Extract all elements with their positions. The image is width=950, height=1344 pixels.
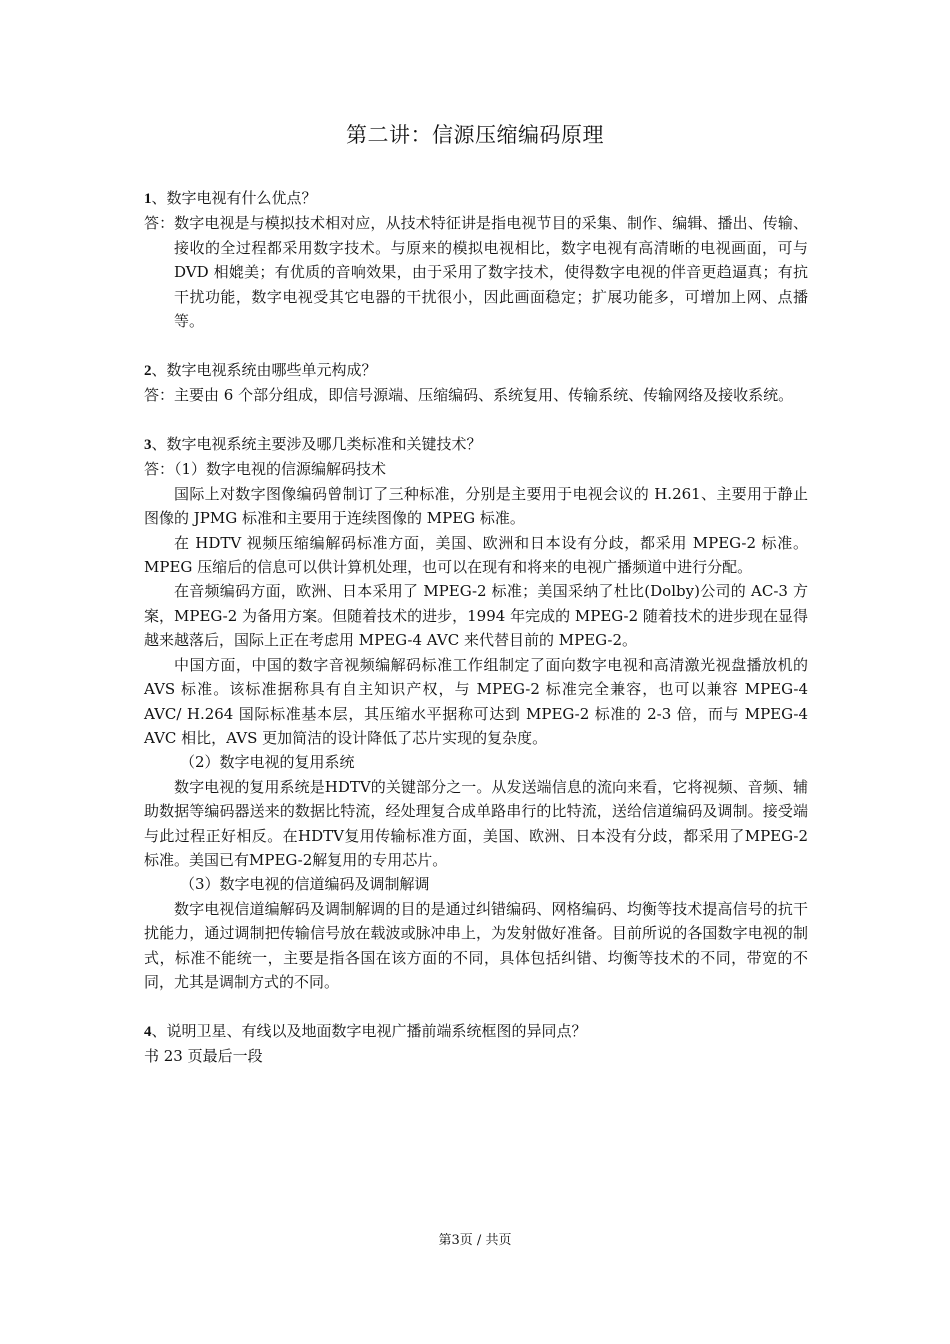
document-title: 第二讲：信源压缩编码原理 xyxy=(346,123,604,147)
question-number: 3 xyxy=(144,437,152,454)
spacer xyxy=(144,994,808,1018)
spacer xyxy=(144,408,808,432)
answer-1: 答：数字电视是与模拟技术相对应，从技术特征讲是指电视节目的采集、制作、编辑、播出、传输、接收的全过程都采用数字技术。与原来的模拟电视相比，数字电视有高清晰的电视画面，可与 DVD 相媲美；有优质的音响效果，由于采用了数字技术，使得数字电视的伴音更趋逼真；有抗干扰功能，数字电视受其它电器的干扰很小，因此画面稳定；扩展功能多，可增加上网、点播等。 xyxy=(144,214,808,331)
question-1 xyxy=(144,186,808,211)
answer-2: 答：主要由 6 个部分组成，即信号源端、压缩编码、系统复用、传输系统、传输网络及接收系统。 xyxy=(144,386,794,405)
answer-3-subheading: （3）数字电视的信道编码及调制解调 xyxy=(180,875,430,894)
question-3 xyxy=(144,432,808,457)
spacer xyxy=(144,333,808,357)
answer-3-paragraph: 在 HDTV 视频压缩编解码标准方面，美国、欧洲和日本设有分歧，都采用 MPEG-2 标准。MPEG 压缩后的信息可以供计算机处理，也可以在现有和将来的电视广播频道中进行分配。 xyxy=(144,533,808,577)
answer-3-paragraph: 国际上对数字图像编码曾制订了三种标准，分别是主要用于电视会议的 H.261、主要用于静止图像的 JPMG 标准和主要用于连续图像的 MPEG 标准。 xyxy=(144,484,808,528)
question-number: 1 xyxy=(144,191,152,207)
answer-3-paragraph: 数字电视的复用系统是HDTV的关键部分之一。从发送端信息的流向来看，它将视频、音频、辅助数据等编码器送来的数据比特流，经处理复合成单路串行的比特流，送给信道编码及调制。接受端与此过程正好相反。在HDTV复用传输标准方面，美国、欧洲、日本没有分歧，都采用了MPEG-2 标准。美国已有MPEG-2解复用的专用芯片。 xyxy=(144,777,808,869)
question-2 xyxy=(144,358,808,383)
answer-3-paragraph: 中国方面，中国的数字音视频编解码标准工作组制定了面向数字电视和高清激光视盘播放机的 AVS 标准。该标准据称具有自主知识产权，与 MPEG-2 标准完全兼容，也可以兼容 MPEG-4 AVC/ H.264 国际标准基本层，其压缩水平据称可达到 MPEG-2 标准的 2-3 倍，而与 MPEG-4 AVC 相比，AVS 更加简洁的设计降低了芯片实现的复杂度。 xyxy=(144,655,808,747)
document-body xyxy=(144,186,808,1069)
answer-3-paragraph: 在音频编码方面，欧洲、日本采用了 MPEG-2 标准；美国采纳了杜比(Dolby)公司的 AC-3 方案，MPEG-2 为备用方案。但随着技术的进步，1994 年完成的 MPEG-2 随着技术的进步现在显得越来越落后，国际上正在考虑用 MPEG-4 AVC 来代替目前的 MPEG-2。 xyxy=(144,582,808,650)
answer-3-paragraph: 数字电视信道编解码及调制解调的目的是通过纠错编码、网格编码、均衡等技术提高信号的抗干扰能力，通过调制把传输信号放在载波或脉冲串上，为发射做好准备。目前所说的各国数字电视的制式，标准不能统一，主要是指各国在该方面的不同，具体包括纠错、均衡等技术的不同，带宽的不同，尤其是调制方式的不同。 xyxy=(144,899,808,991)
question-number: 4 xyxy=(144,1023,152,1040)
question-4 xyxy=(144,1019,808,1044)
question-number: 2 xyxy=(144,362,152,379)
question-text: 、数字电视系统主要涉及哪几类标准和关键技术？ xyxy=(151,435,482,454)
question-text: 、数字电视有什么优点？ xyxy=(151,189,317,207)
page-footer: 第3页 / 共页 xyxy=(438,1233,512,1248)
answer-3-subheading: （2）数字电视的复用系统 xyxy=(180,753,355,772)
question-text: 、说明卫星、有线以及地面数字电视广播前端系统框图的异同点？ xyxy=(151,1021,587,1040)
answer-3-intro: 答：（1）数字电视的信源编解码技术 xyxy=(144,460,387,479)
answer-4: 书 23 页最后一段 xyxy=(144,1047,263,1066)
question-text: 、数字电视系统由哪些单元构成？ xyxy=(151,360,377,379)
